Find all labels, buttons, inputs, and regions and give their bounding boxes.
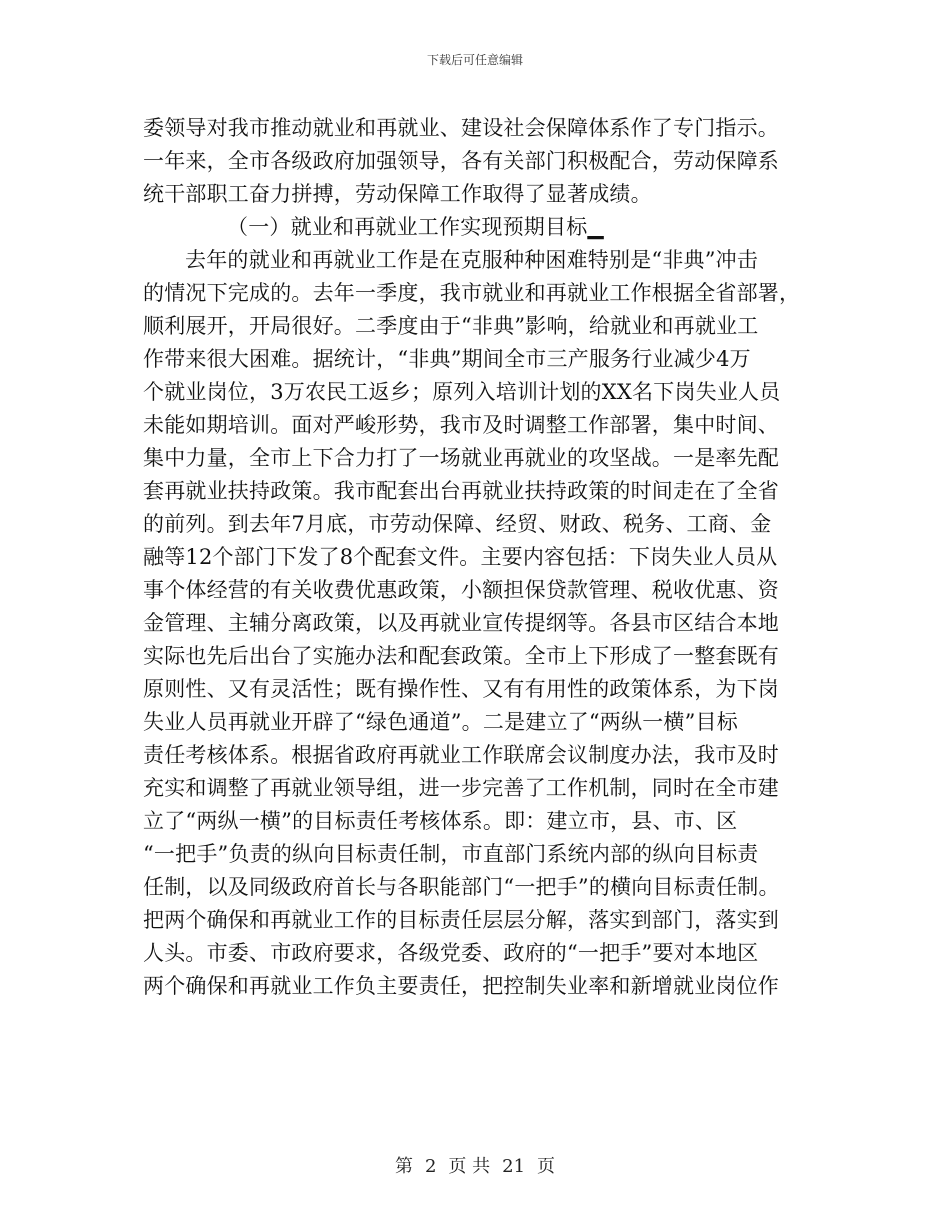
- body-line-24: 任制，以及同级政府首长与各职能部门“一把手”的横向目标责任制。: [143, 875, 780, 899]
- body-line-27: 两个确保和再就业工作负主要责任，把控制失业率和新增就业岗位作: [143, 974, 779, 998]
- body-line-12: 套再就业扶持政策。我市配套出台再就业扶持政策的时间走在了全省: [143, 479, 779, 503]
- footer-middle: 页 共: [448, 1156, 491, 1177]
- body-line-1: 委领导对我市推动就业和再就业、建设社会保障体系作了专门指示。: [143, 116, 779, 140]
- body-line-3: 统干部职工奋力拼搏，劳动保障工作取得了显著成绩。: [143, 182, 652, 206]
- page-header: 下载后可任意编辑: [426, 53, 523, 67]
- footer-current-page: 2: [424, 1156, 437, 1177]
- body-line-18: 原则性、又有灵活性；既有操作性、又有有用性的政策体系，为下岗: [143, 677, 779, 701]
- body-line-16: 金管理、主辅分离政策，以及再就业宣传提纲等。各县市区结合本地: [143, 611, 779, 635]
- footer-suffix: 页: [537, 1156, 556, 1177]
- footer-total-pages: 21: [502, 1156, 526, 1177]
- body-line-5: 去年的就业和再就业工作是在克服种种困难特别是“非典”冲击: [185, 248, 759, 272]
- body-line-23: “一把手”负责的纵向目标责任制，市直部门系统内部的纵向目标责: [143, 842, 759, 866]
- body-line-20: 责任考核体系。根据省政府再就业工作联席会议制度办法，我市及时: [143, 743, 779, 767]
- body-line-13: 的前列。到去年7月底，市劳动保障、经贸、财政、税务、工商、金: [143, 512, 772, 536]
- body-line-19: 失业人员再就业开辟了“绿色通道”。二是建立了“两纵一横”目标: [143, 710, 738, 734]
- body-line-11: 集中力量，全市上下合力打了一场就业再就业的攻坚战。一是率先配: [143, 446, 779, 470]
- body-line-25: 把两个确保和再就业工作的目标责任层层分解，落实到部门，落实到: [143, 908, 779, 932]
- body-line-15: 事个体经营的有关收费优惠政策，小额担保贷款管理、税收优惠、资: [143, 578, 779, 602]
- document-body: [143, 112, 807, 1003]
- body-line-7: 顺利展开，开局很好。二季度由于“非典”影响，给就业和再就业工: [143, 314, 759, 338]
- body-line-9: 个就业岗位，3万农民工返乡；原列入培训计划的XX名下岗失业人员: [143, 380, 781, 404]
- body-line-6: 的情况下完成的。去年一季度，我市就业和再就业工作根据全省部署，: [143, 281, 801, 305]
- body-line-22: 立了“两纵一横”的目标责任考核体系。即：建立市，县、市、区: [143, 809, 738, 833]
- body-line-8: 作带来很大困难。据统计，“非典”期间全市三产服务行业减少4万: [143, 347, 751, 371]
- body-line-14: 融等12个部门下发了8个配套文件。主要内容包括：下岗失业人员从: [143, 545, 778, 569]
- body-line-10: 未能如期培训。面对严峻形势，我市及时调整工作部署，集中时间、: [143, 413, 779, 437]
- section-heading: （一）就业和再就业工作实现预期目标▁: [227, 215, 604, 239]
- body-line-17: 实际也先后出台了实施办法和配套政策。全市上下形成了一整套既有: [143, 644, 779, 668]
- body-line-26: 人头。市委、市政府要求，各级党委、政府的“一把手”要对本地区: [143, 941, 759, 965]
- body-line-2: 一年来，全市各级政府加强领导，各有关部门积极配合，劳动保障系: [143, 149, 779, 173]
- body-line-21: 充实和调整了再就业领导组，进一步完善了工作机制，同时在全市建: [143, 776, 779, 800]
- footer-prefix: 第: [394, 1156, 413, 1177]
- page-footer: [0, 1155, 950, 1179]
